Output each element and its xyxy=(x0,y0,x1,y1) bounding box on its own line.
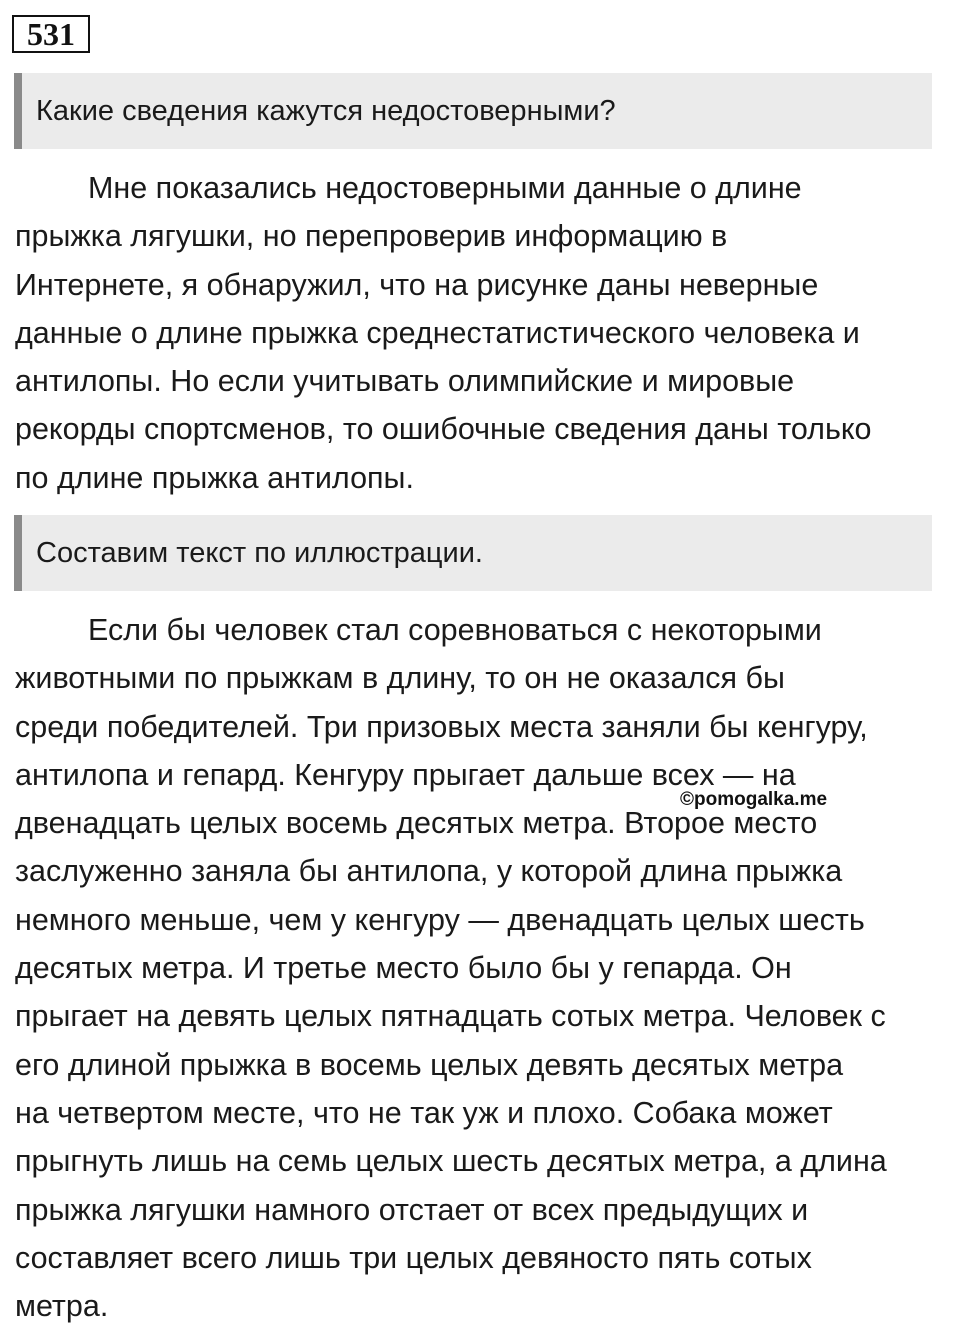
question-heading-1: Какие сведения кажутся недостоверными? xyxy=(14,73,932,149)
answer-line: данные о длине прыжка среднестатистического человека и xyxy=(15,315,860,350)
answer-line: немного меньше, чем у кенгуру — двенадцать целых шесть xyxy=(15,902,865,937)
answer-line: метра. xyxy=(15,1289,109,1324)
answer-line: составляет всего лишь три целых девяносто пять сотых xyxy=(15,1240,812,1275)
answer-paragraph-2 xyxy=(15,606,950,1330)
answer-line: Интернете, я обнаружил, что на рисунке даны неверные xyxy=(15,267,819,302)
answer-line: прыжка лягушки намного отстает от всех предыдущих и xyxy=(15,1192,809,1227)
answer-line: антилопа и гепард. Кенгуру прыгает дальше всех — на xyxy=(15,757,796,792)
answer-line: рекорды спортсменов, то ошибочные сведения даны только xyxy=(15,412,872,447)
answer-line: животными по прыжкам в длину, то он не оказался бы xyxy=(15,661,785,696)
answer-line: двенадцать целых восемь десятых метра. Второе место xyxy=(15,806,818,841)
answer-line: по длине прыжка антилопы. xyxy=(15,460,414,495)
watermark: ©pomogalka.me xyxy=(680,789,828,810)
answer-line: Мне показались недостоверными данные о длине xyxy=(88,171,802,205)
answer-line: прыгает на девять целых пятнадцать сотых метра. Человек с xyxy=(15,999,886,1034)
question-heading-2: Составим текст по иллюстрации. xyxy=(14,515,932,591)
answer-line: среди победителей. Три призовых места заняли бы кенгуру, xyxy=(15,709,868,744)
answer-line: заслуженно заняла бы антилопа, у которой длина прыжка xyxy=(15,854,843,889)
answer-line: его длиной прыжка в восемь целых девять десятых метра xyxy=(15,1047,844,1082)
answer-paragraph-1 xyxy=(15,164,950,502)
answer-line: прыгнуть лишь на семь целых шесть десятых метра, а длина xyxy=(15,1144,887,1179)
answer-line: Если бы человек стал соревноваться с некоторыми xyxy=(88,613,822,647)
answer-line: десятых метра. И третье место было бы у гепарда. Он xyxy=(15,951,792,986)
answer-line: прыжка лягушки, но перепроверив информацию в xyxy=(15,219,728,254)
answer-line: на четвертом месте, что не так уж и плохо. Собака может xyxy=(15,1095,833,1130)
task-number-box: 531 xyxy=(12,15,90,53)
answer-line: антилопы. Но если учитывать олимпийские и мировые xyxy=(15,364,795,399)
